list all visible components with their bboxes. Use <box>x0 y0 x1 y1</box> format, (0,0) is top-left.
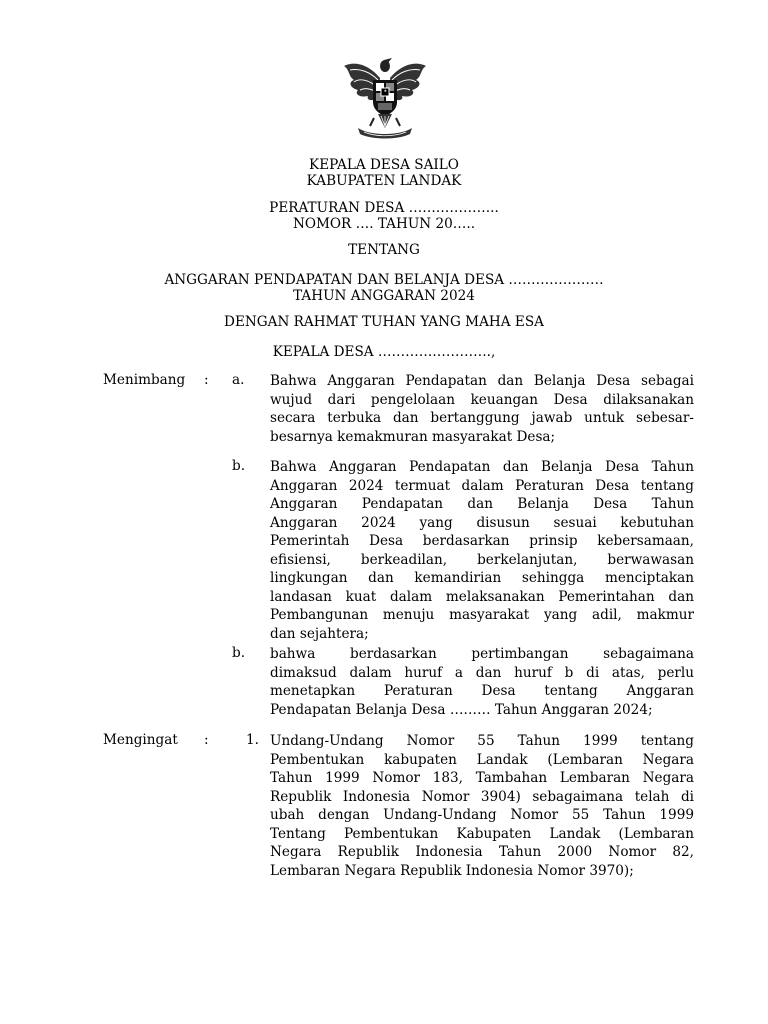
menimbang-item-c <box>270 645 694 719</box>
text-line: Pemerintah Desa berdasarkan prinsip kebersamaan, <box>270 533 694 549</box>
text-line: Pembentukan kabupaten Landak (Lembaran Negara <box>270 751 694 768</box>
subject-line-2: TAHUN ANGGARAN 2024 <box>293 288 475 304</box>
text-line: dan sejahtera; <box>270 625 369 642</box>
text-line: Tahun 1999 Nomor 183, Tambahan Lembaran Negara <box>270 770 694 786</box>
text-line: ubah dengan Undang-Undang Nomor 55 Tahun 1999 <box>270 807 694 823</box>
village-head-line: KEPALA DESA ……………………., <box>272 344 496 360</box>
text-line: secara terbuka dan bertanggung jawab untuk sebesar- <box>270 410 694 426</box>
mengingat-marker-1: 1. <box>246 732 259 748</box>
mengingat-colon: : <box>204 732 209 748</box>
text-line: menetapkan Peraturan Desa tentang Anggaran <box>270 683 694 699</box>
text-line: Pembangunan menuju masyarakat yang adil, makmur <box>270 607 694 623</box>
text-line: Negara Republik Indonesia Tahun 2000 Nomor 82, <box>270 844 694 860</box>
regulation-title: PERATURAN DESA ……………….. <box>269 200 499 216</box>
text-line: Anggaran 2024 yang disusun sesuai kebutuhan <box>270 514 694 531</box>
issuer-region: KABUPATEN LANDAK <box>306 173 462 189</box>
text-line: Bahwa Anggaran Pendapatan dan Belanja Desa sebagai <box>270 373 694 389</box>
text-line: Undang-Undang Nomor 55 Tahun 1999 tentang <box>270 733 694 749</box>
menimbang-marker-b: b. <box>232 458 246 474</box>
blessing-line: DENGAN RAHMAT TUHAN YANG MAHA ESA <box>224 314 544 330</box>
subject-line-1: ANGGARAN PENDAPATAN DAN BELANJA DESA ………………… <box>164 272 604 288</box>
mengingat-label: Mengingat <box>103 732 178 748</box>
text-line: lingkungan dan kemandirian sehingga menciptakan <box>270 570 694 586</box>
text-line: Lembaran Negara Republik Indonesia Nomor 3970); <box>270 862 634 879</box>
text-line: Republik Indonesia Nomor 3904) sebagaimana telah di <box>270 788 694 805</box>
menimbang-colon: : <box>204 372 209 388</box>
text-line: bahwa berdasarkan pertimbangan sebagaimana <box>270 646 694 662</box>
text-line: landasan kuat dalam melaksanakan Pemerintahan dan <box>270 588 694 605</box>
menimbang-label: Menimbang <box>103 372 186 388</box>
text-line: dimaksud dalam huruf a dan huruf b di atas, perlu <box>270 664 694 681</box>
text-line: efisiensi, berkeadilan, berkelanjutan, berwawasan <box>270 551 694 568</box>
text-line: besarnya kemakmuran masyarakat Desa; <box>270 428 556 445</box>
garuda-emblem-icon <box>340 56 430 140</box>
text-line: wujud dari pengelolaan keuangan Desa dilaksanakan <box>270 391 694 408</box>
text-line: Anggaran 2024 termuat dalam Peraturan Desa tentang <box>270 477 694 494</box>
regulation-number: NOMOR …. TAHUN 20….. <box>292 216 476 232</box>
about-heading: TENTANG <box>348 242 420 258</box>
mengingat-item-1 <box>270 732 694 880</box>
text-line: Pendapatan Belanja Desa ……… Tahun Anggaran 2024; <box>270 701 653 718</box>
menimbang-item-b <box>270 458 694 643</box>
menimbang-marker-c: b. <box>232 645 246 661</box>
menimbang-item-a <box>270 372 694 446</box>
text-line: Tentang Pembentukan Kabupaten Landak (Lembaran <box>270 825 694 842</box>
menimbang-marker-a: a. <box>232 372 245 388</box>
text-line: Anggaran Pendapatan dan Belanja Desa Tahun <box>270 496 694 512</box>
text-line: Bahwa Anggaran Pendapatan dan Belanja Desa Tahun <box>270 459 694 475</box>
issuer-title: KEPALA DESA SAILO <box>309 157 459 173</box>
